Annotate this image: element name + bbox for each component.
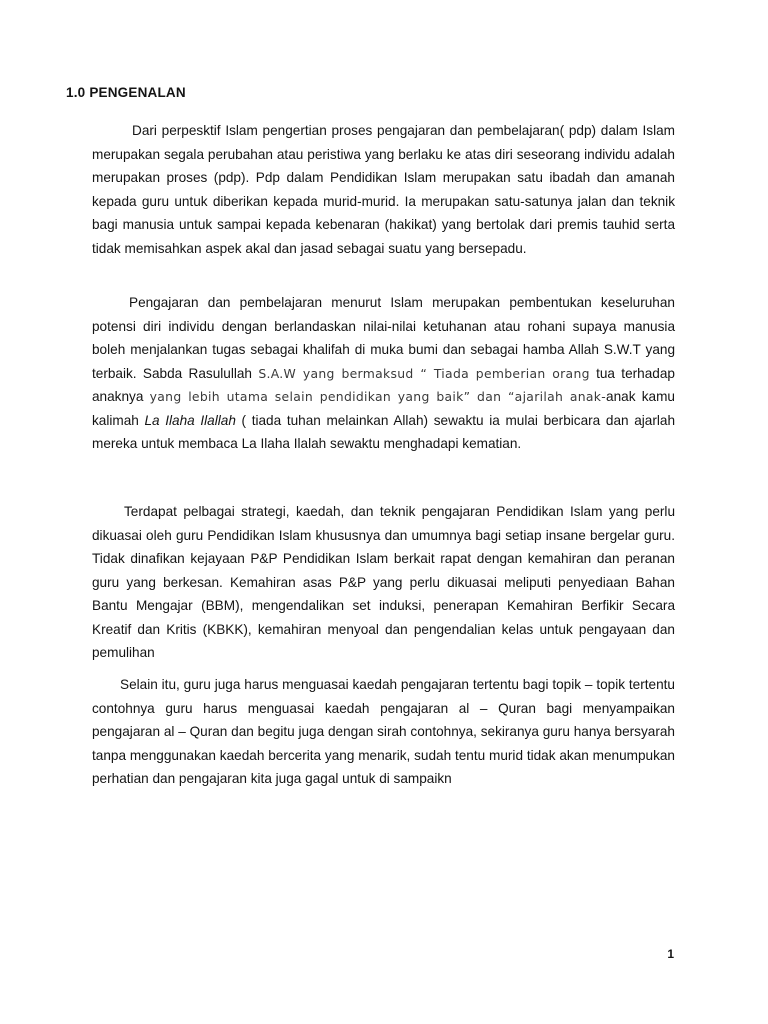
paragraph-text: tua terhadap anaknya [92, 365, 675, 404]
paragraph-methods: Selain itu, guru juga harus menguasai kaedah pengajaran tertentu bagi topik – topik tertentu contohnya guru harus menguasai kaedah pengajaran al – Quran bagi menyampaikan pengajaran al – Quran dan begitu juga dengan sirah contohnya, sekiranya guru hanya bersyarah tanpa menggunakan kaedah bercerita yang menarik, sudah tentu murid tidak akan menumpukan perhatian dan pengajaran kita juga gagal untuk di sampaikn [92, 677, 675, 786]
page-number: 1 [667, 947, 674, 961]
paragraph-text: ( tiada tuhan melainkan Allah) sewaktu ia mulai berbicara dan ajarlah mereka untuk membaca La Ilaha Ilalah sewaktu menghadapi kematian. [92, 412, 676, 451]
italic-phrase: La Ilaha Ilallah [144, 412, 236, 428]
paragraph-text: anak kamu kalimah [92, 389, 675, 428]
paragraph-text: Pengajaran dan pembelajaran menurut Islam merupakan pembentukan keseluruhan potensi diri individu dengan berlandaskan nilai-nilai ketuhanan atau rohani supaya manusia boleh menjalankan tugas sebagai khalifah di muka bumi dan sebagai hamba Allah S.W.T yang terbaik. Sabda Rasulullah [92, 295, 675, 381]
section-heading: 1.0 PENGENALAN [66, 85, 186, 100]
paragraph-strategies: Terdapat pelbagai strategi, kaedah, dan teknik pengajaran Pendidikan Islam yang perlu dikuasai oleh guru Pendidikan Islam khususnya dan umumnya bagi setiap insane bergelar guru. Tidak dinafikan kejayaan P&P Pendidikan Islam berkait rapat dengan kemahiran dan peranan guru yang berkesan. Kemahiran asas P&P yang perlu dikuasai meliputi penyediaan Bahan Bantu Mengajar (BBM), mengendalikan set induksi, penerapan Kemahiran Berfikir Secara Kreatif dan Kritis (KBKK), kemahiran menyoal dan pengendalian kelas untuk pengayaan dan pemulihan [92, 504, 675, 660]
paragraph-intro: Dari perpesktif Islam pengertian proses pengajaran dan pembelajaran( pdp) dalam Islam merupakan segala perubahan atau peristiwa yang berlaku ke atas diri seseorang individu adalah merupakan proses (pdp). Pdp dalam Pendidikan Islam merupakan satu ibadah dan amanah kepada guru untuk diberikan kepada murid-murid. Ia merupakan satu-satunya jalan dan teknik bagi manusia untuk sampai kepada kebenaran (hakikat) yang bertolak dari premis tauhid serta tidak memisahkan aspek akal dan jasad sebagai suatu yang bersepadu. [92, 123, 675, 256]
hadith-quote-text: yang lebih utama selain pendidikan yang baik” dan “ajarilah anak- [149, 389, 607, 404]
hadith-quote-text: S.A.W yang bermaksud “ Tiada pemberian orang [258, 365, 590, 381]
paragraph-teaching-concept [92, 291, 675, 456]
